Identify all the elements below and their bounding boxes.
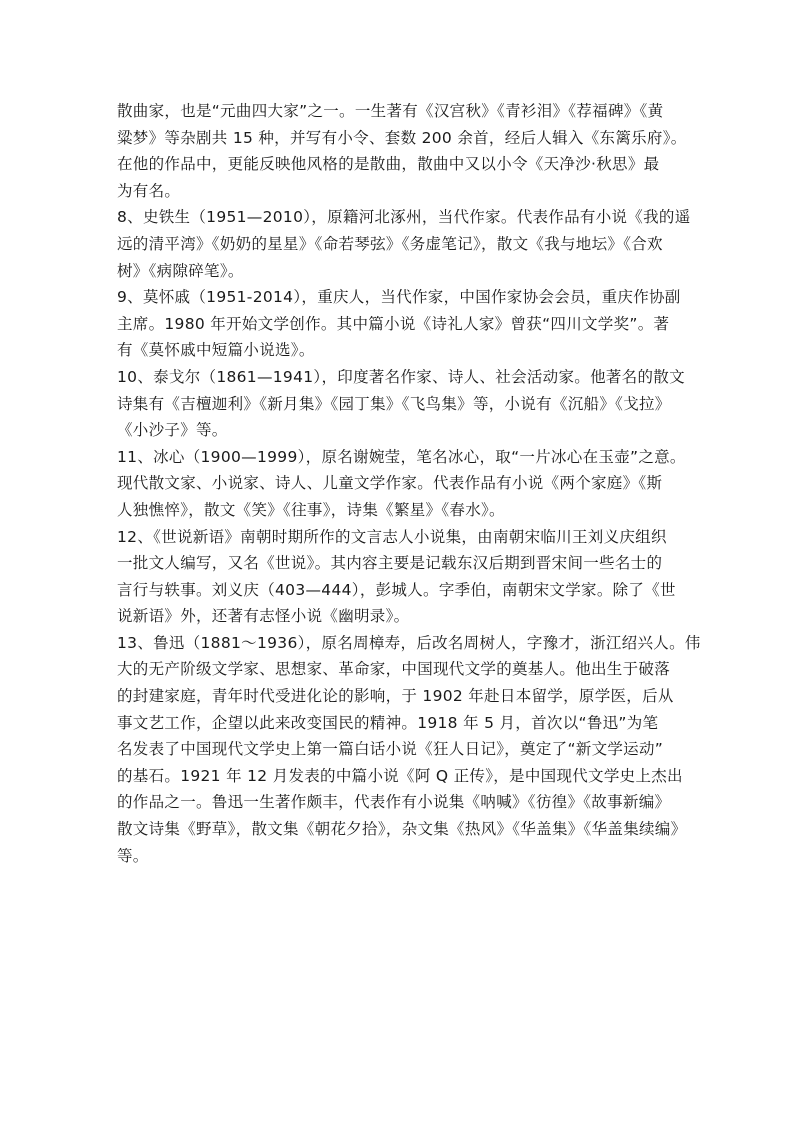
- text-line: 粱梦》等杂剧共 15 种，并写有小令、套数 200 余首，经后人辑入《东篱乐府》。: [117, 128, 687, 147]
- paragraph-item-10-tagore: [117, 364, 687, 444]
- text-line: 10、泰戈尔（1861—1941），印度著名作家、诗人、社会活动家。他著名的散文: [117, 367, 685, 386]
- text-line: 等。: [117, 846, 149, 865]
- text-line: 散曲家，也是“元曲四大家”之一。一生著有《汉宫秋》《青衫泪》《荐福碑》《黄: [117, 102, 664, 120]
- text-line: 树》《病隙碎笔》。: [117, 261, 244, 280]
- text-line: 诗集有《吉檀迦利》《新月集》《园丁集》《飞鸟集》等，小说有《沉船》《戈拉》: [117, 394, 671, 413]
- text-line: 现代散文家、小说家、诗人、儿童文学作家。代表作品有小说《两个家庭》《斯: [117, 474, 663, 493]
- paragraph-item-13-lu-xun: [117, 630, 701, 869]
- text-line: 11、冰心（1900—1999），原名谢婉莹，笔名冰心，取“一片冰心在玉壶”之意。: [117, 447, 686, 466]
- text-line: 的封建家庭，青年时代受进化论的影响，于 1902 年赴日本留学，原学医，后从: [117, 687, 674, 706]
- text-line: 名发表了中国现代文学史上第一篇白话小说《狂人日记》，奠定了“新文学运动”: [117, 740, 664, 759]
- text-line: 远的清平湾》《奶奶的星星》《命若琴弦》《务虚笔记》，散文《我与地坛》《合欢: [117, 234, 663, 253]
- text-line: 8、史铁生（1951—2010），原籍河北涿州，当代作家。代表作品有小说《我的遥: [117, 208, 691, 227]
- text-line: 主席。1980 年开始文学创作。其中篇小说《诗礼人家》曾获“四川文学奖”。著: [117, 314, 670, 333]
- text-line: 13、鲁迅（1881～1936），原名周樟寿，后改名周树人，字豫才，浙江绍兴人。伟: [117, 633, 701, 652]
- text-line: 的作品之一。鲁迅一生著作颇丰，代表作有小说集《呐喊》《彷徨》《故事新编》: [117, 793, 671, 812]
- paragraph-item-12-shishuo-xinyu: [117, 524, 687, 630]
- text-line: 散文诗集《野草》，散文集《朝花夕拾》，杂文集《热风》《华盖集》《华盖集续编》: [117, 820, 687, 839]
- paragraph-item-11-bing-xin: [117, 444, 687, 524]
- text-line: 事文艺工作，企望以此来改变国民的精神。1918 年 5 月，首次以“鲁迅”为笔: [117, 713, 659, 732]
- text-line: 的基石。1921 年 12 月发表的中篇小说《阿 Q 正传》，是中国现代文学史上杰出: [117, 766, 683, 785]
- document-body: [117, 98, 701, 869]
- text-line: 《小沙子》等。: [117, 421, 228, 440]
- paragraph-item-8-shi-tiesheng: [117, 204, 691, 284]
- text-line: 12、《世说新语》南朝时期所作的文言志人小说集，由南朝宋临川王刘义庆组织: [117, 527, 667, 546]
- text-line: 大的无产阶级文学家、思想家、革命家，中国现代文学的奠基人。他出生于破落: [117, 660, 671, 679]
- paragraph-item-9-mo-huaiqi: [117, 284, 687, 364]
- text-line: 说新语》外，还著有志怪小说《幽明录》。: [117, 607, 410, 626]
- text-line: 一批文人编写，又名《世说》。其内容主要是记载东汉后期到晋宋间一些名士的: [117, 554, 663, 573]
- text-line: 言行与轶事。刘义庆（403—444），彭城人。字季伯，南朝宋文学家。除了《世: [117, 580, 676, 599]
- text-line: 9、莫怀戚（1951-2014），重庆人，当代作家，中国作家协会会员，重庆作协副: [117, 288, 681, 307]
- text-line: 人独憔悴》，散文《笑》《往事》，诗集《繁星》《春水》。: [117, 500, 505, 519]
- text-line: 在他的作品中，更能反映他风格的是散曲，散曲中又以小令《天净沙·秋思》最: [117, 155, 660, 174]
- text-line: 有《莫怀戚中短篇小说选》。: [117, 341, 315, 360]
- paragraph-ma-zhiyuan: [117, 98, 687, 204]
- text-line: 为有名。: [117, 181, 181, 200]
